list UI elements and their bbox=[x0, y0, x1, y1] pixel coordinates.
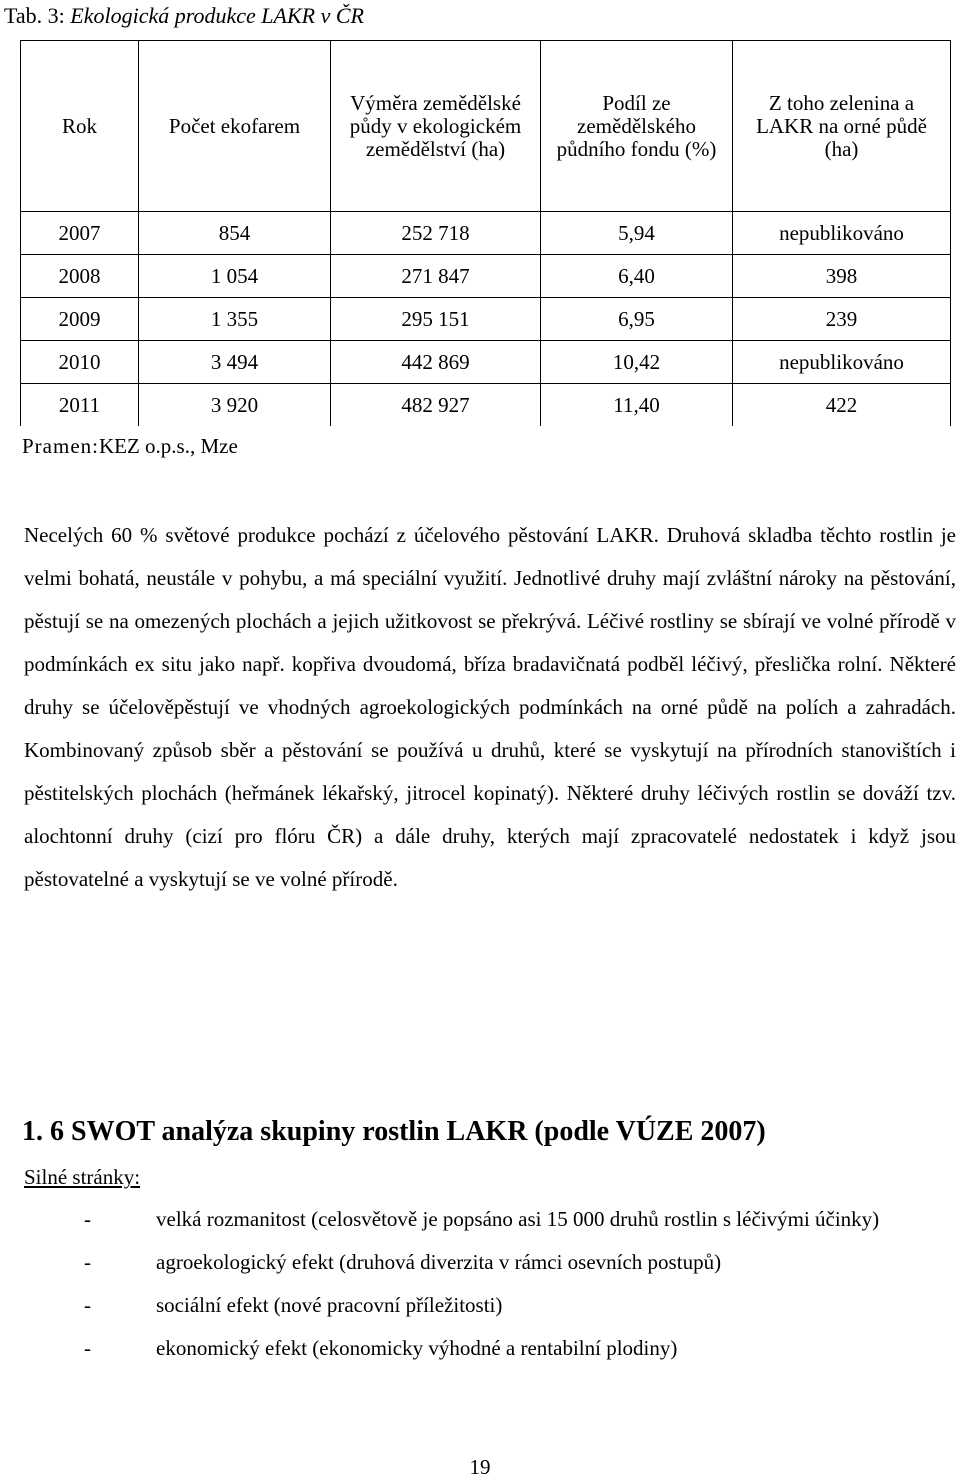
table-cell: 2007 bbox=[21, 212, 139, 255]
strengths-subheading: Silné stránky: bbox=[24, 1165, 141, 1189]
table-caption bbox=[4, 2, 364, 30]
body-paragraph: Necelých 60 % světové produkce pochází z účelového pěstování LAKR. Druhová skladba těchto rostlin je velmi bohatá, neustále v pohybu, a má speciální využití. Jednotlivé druhy mají zvláštní nároky na pěstování, pěstují se na omezených plochách a jejich užitkovost se překrývá. Léčivé rostliny se sbírají ve volné přírodě v podmínkách ex situ jako např. kopřiva dvoudomá, bříza bradavičnatá podběl léčivý, přeslička rolní. Některé druhy se účelověpěstují ve vhodných agroekologických podmínkách na orné půdě na polích a zahradách. Kombinovaný způsob sběr a pěstování se používá u druhů, které se vyskytují na přírodních stanovištích i pěstitelských plochách (heřmánek lékařský, jitrocel kopinatý). Některé druhy léčivých rostlin se dováží tzv. alochtonní druhy (cizí pro flóru ČR) a dále druhy, kterých mají zpracovatelé nedostatek i když jsou pěstovatelné a vyskytují se ve volné přírodě. bbox=[24, 523, 956, 891]
source-text: KEZ o.p.s., Mze bbox=[98, 434, 238, 458]
table-cell: 442 869 bbox=[331, 341, 541, 384]
table-cell: nepublikováno bbox=[733, 212, 951, 255]
table-cell: 10,42 bbox=[541, 341, 733, 384]
list-item bbox=[24, 1284, 956, 1327]
table-cell: nepublikováno bbox=[733, 341, 951, 384]
table-cell: 6,40 bbox=[541, 255, 733, 298]
column-header-vegetables-herbs: Z toho zelenina a LAKR na orné půdě (ha) bbox=[733, 41, 951, 212]
table-cell: 6,95 bbox=[541, 298, 733, 341]
column-header-year: Rok bbox=[21, 41, 139, 212]
table-cell: 271 847 bbox=[331, 255, 541, 298]
table-row bbox=[21, 341, 951, 384]
table-source bbox=[22, 432, 238, 460]
table-cell: 2009 bbox=[21, 298, 139, 341]
list-item bbox=[24, 1198, 956, 1241]
table-cell: 2008 bbox=[21, 255, 139, 298]
table-cell: 5,94 bbox=[541, 212, 733, 255]
table-cell: 295 151 bbox=[331, 298, 541, 341]
list-bullet: - bbox=[84, 1293, 91, 1317]
table-cell: 1 355 bbox=[139, 298, 331, 341]
table-row bbox=[21, 298, 951, 341]
strengths-list bbox=[24, 1198, 956, 1370]
table-cell: 398 bbox=[733, 255, 951, 298]
source-label: Pramen: bbox=[22, 434, 99, 458]
column-header-organic-area: Výměra zemědělské půdy v ekologickém zemědělství (ha) bbox=[331, 41, 541, 212]
column-header-farm-count: Počet ekofarem bbox=[139, 41, 331, 212]
table-header-row bbox=[21, 41, 951, 212]
table-cell: 252 718 bbox=[331, 212, 541, 255]
table-cell: 482 927 bbox=[331, 384, 541, 427]
table-cell: 3 920 bbox=[139, 384, 331, 427]
table-row bbox=[21, 384, 951, 427]
list-item bbox=[24, 1241, 956, 1284]
table-cell: 422 bbox=[733, 384, 951, 427]
list-item bbox=[24, 1327, 956, 1370]
table-cell: 1 054 bbox=[139, 255, 331, 298]
list-bullet: - bbox=[84, 1207, 91, 1231]
section-heading: 1. 6 SWOT analýza skupiny rostlin LAKR (podle VÚZE 2007) bbox=[22, 1116, 766, 1147]
organic-production-table bbox=[20, 40, 951, 426]
table-cell: 2010 bbox=[21, 341, 139, 384]
list-bullet: - bbox=[84, 1250, 91, 1274]
list-item-text: velká rozmanitost (celosvětově je popsáno asi 15 000 druhů rostlin s léčivými účinky) bbox=[156, 1207, 880, 1231]
table-caption-title: Ekologická produkce LAKR v ČR bbox=[70, 3, 364, 28]
table-caption-label: Tab. 3: bbox=[4, 3, 65, 28]
table-row bbox=[21, 255, 951, 298]
table-row bbox=[21, 212, 951, 255]
list-bullet: - bbox=[84, 1336, 91, 1360]
list-item-text: agroekologický efekt (druhová diverzita v rámci osevních postupů) bbox=[156, 1250, 722, 1274]
column-header-land-share: Podíl ze zemědělského půdního fondu (%) bbox=[541, 41, 733, 212]
table-cell: 239 bbox=[733, 298, 951, 341]
table-cell: 11,40 bbox=[541, 384, 733, 427]
table-cell: 854 bbox=[139, 212, 331, 255]
list-item-text: ekonomický efekt (ekonomicky výhodné a rentabilní plodiny) bbox=[156, 1336, 678, 1360]
table-cell: 3 494 bbox=[139, 341, 331, 384]
table-cell: 2011 bbox=[21, 384, 139, 427]
page-number: 19 bbox=[469, 1455, 491, 1479]
list-item-text: sociální efekt (nové pracovní příležitosti) bbox=[156, 1293, 503, 1317]
